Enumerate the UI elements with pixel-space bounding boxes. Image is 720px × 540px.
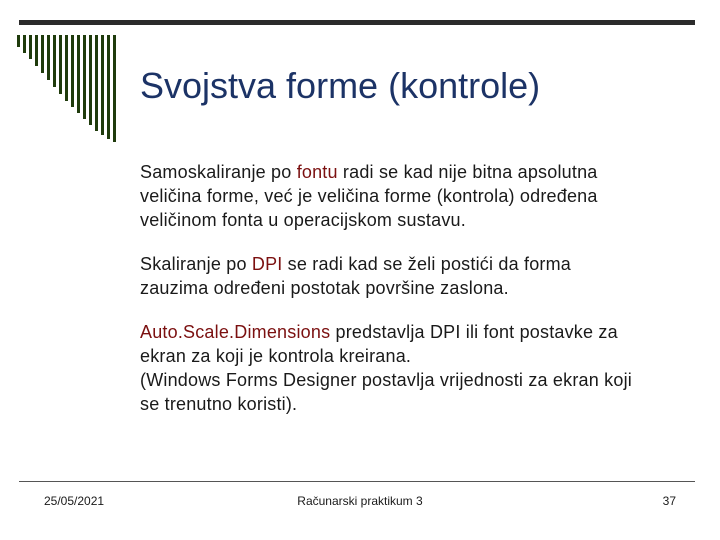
footer-page-number: 37	[662, 494, 676, 508]
text-line	[140, 160, 695, 184]
decorative-bar	[107, 35, 110, 139]
decorative-bar	[101, 35, 104, 135]
decorative-bar	[71, 35, 74, 107]
highlight-term: Auto.Scale.Dimensions	[140, 322, 331, 342]
highlight-term: DPI	[251, 254, 283, 274]
text-run: predstavlja DPI ili font postavke za	[330, 322, 618, 342]
text-run: radi se kad nije bitna apsolutna	[337, 162, 598, 182]
decorative-bar	[77, 35, 80, 113]
text-line: veličina forme, već je veličina forme (kontrola) određena	[140, 186, 598, 206]
highlight-term: fontu	[296, 162, 338, 182]
footer-date: 25/05/2021	[44, 494, 105, 508]
decorative-bar	[47, 35, 50, 80]
decorative-bar	[17, 35, 20, 47]
decorative-bar	[89, 35, 92, 125]
bottom-rule	[19, 481, 695, 482]
text-line: zauzima određeni postotak površine zaslona.	[140, 278, 509, 298]
paragraph-font-scaling	[140, 160, 695, 232]
text-line	[140, 320, 695, 344]
text-line: (Windows Forms Designer postavlja vrijednosti za ekran koji	[140, 370, 632, 390]
decorative-bar	[29, 35, 32, 59]
decorative-bar	[23, 35, 26, 53]
decorative-bar	[83, 35, 86, 119]
text-line: veličinom fonta u operacijskom sustavu.	[140, 210, 466, 230]
footer-course-name: Računarski praktikum 3	[297, 494, 423, 508]
decorative-bar	[59, 35, 62, 94]
decorative-bar	[53, 35, 56, 87]
paragraph-dpi-scaling	[140, 252, 695, 300]
decorative-bar	[41, 35, 44, 73]
paragraph-autoscale-dimensions	[140, 320, 695, 416]
decorative-bar	[95, 35, 98, 131]
text-line: ekran za koji je kontrola kreirana.	[140, 346, 412, 366]
top-rule	[19, 20, 695, 25]
text-line: se trenutno koristi).	[140, 394, 298, 414]
decorative-bar	[65, 35, 68, 101]
slide-title: Svojstva forme (kontrole)	[140, 65, 541, 106]
text-run: Skaliranje po	[140, 254, 252, 274]
decorative-bars	[17, 35, 127, 145]
decorative-bar	[35, 35, 38, 66]
slide-content	[140, 160, 695, 416]
text-run: Samoskaliranje po	[140, 162, 297, 182]
text-line	[140, 252, 695, 276]
text-run: se radi kad se želi postići da forma	[282, 254, 572, 274]
decorative-bar	[113, 35, 116, 142]
